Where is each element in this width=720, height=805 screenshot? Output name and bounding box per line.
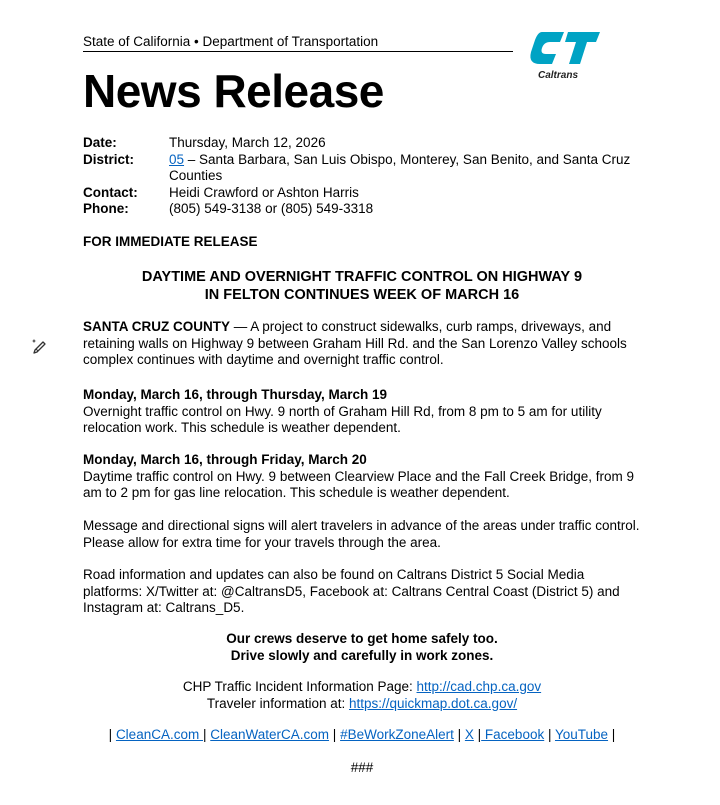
logo-text: Caltrans <box>538 70 579 81</box>
facebook-link[interactable]: Facebook <box>481 727 545 742</box>
end-mark: ### <box>350 760 374 775</box>
date-value: Thursday, March 12, 2026 <box>169 135 326 150</box>
footer-links: | CleanCA.com | CleanWaterCA.com | #BeWorkZoneAlert | X | Facebook | YouTube | <box>108 727 616 742</box>
cleanca-link[interactable]: CleanCA.com <box>115 727 203 742</box>
contact-label: Contact: <box>83 184 138 200</box>
traveler-label: Traveler information at: <box>206 695 349 711</box>
section1-heading: Monday, March 16, through Thursday, March 19 <box>83 387 388 402</box>
traveler-line <box>83 696 641 713</box>
district-row <box>83 152 643 185</box>
signs-paragraph: Message and directional signs will alert travelers in advance of the areas under traffic control. Please allow for extra time for your travels through the area. <box>83 518 640 550</box>
safety-line1: Our crews deserve to get home safely too. <box>226 631 498 646</box>
district-label: District: <box>83 151 135 167</box>
intro-text: — A project to construct sidewalks, curb ramps, driveways, and retaining walls on Highway 9 between Graham Hill Rd. and the San Lorenzo Valley schools complex continues with daytime and overnight traffic control. <box>83 319 627 367</box>
phone-value: (805) 549-3138 or (805) 549-3318 <box>169 201 374 216</box>
section2 <box>83 452 643 502</box>
social-paragraph: Road information and updates can also be found on Caltrans District 5 Social Media platforms: X/Twitter at: @CaltransD5, Facebook at: Caltrans Central Coast (District 5) and Instagram at: Caltrans_D5. <box>83 567 620 615</box>
intro-lead: SANTA CRUZ COUNTY <box>83 319 230 334</box>
phone-label: Phone: <box>83 201 129 216</box>
headline-line1: DAYTIME AND OVERNIGHT TRAFFIC CONTROL ON HIGHWAY 9 <box>141 269 583 285</box>
district-value: – Santa Barbara, San Luis Obispo, Monterey, San Benito, and Santa Cruz Counties <box>169 151 631 183</box>
date-row <box>83 135 643 152</box>
page-title: News Release <box>83 65 384 117</box>
contact-row <box>83 185 643 202</box>
contact-value: Heidi Crawford or Ashton Harris <box>169 184 359 200</box>
info-links <box>83 679 641 712</box>
phone-row <box>83 201 643 218</box>
section2-text: Daytime traffic control on Hwy. 9 between Clearview Place and the Fall Creek Bridge, from 9 am to 2 pm for gas line relocation. This schedule is weather dependent. <box>83 468 634 500</box>
edit-pen-icon[interactable] <box>30 335 50 355</box>
date-label: Date: <box>83 135 117 150</box>
x-link[interactable]: X <box>464 727 474 742</box>
section1 <box>83 387 643 437</box>
chp-label: CHP Traffic Incident Information Page: <box>182 679 417 694</box>
district-value-container <box>169 152 643 185</box>
intro-paragraph <box>83 319 643 369</box>
section2-heading: Monday, March 16, through Friday, March 20 <box>83 452 367 467</box>
safety-line2: Drive slowly and carefully in work zones. <box>230 647 494 663</box>
traveler-link[interactable]: https://quickmap.dot.ca.gov/ <box>348 695 518 711</box>
ct-logo-mark <box>530 32 600 64</box>
release-meta <box>83 135 643 218</box>
immediate-release: FOR IMMEDIATE RELEASE <box>83 234 258 249</box>
headline <box>83 268 641 304</box>
agency-line: State of California • Department of Transportation <box>83 34 513 52</box>
workzone-link[interactable]: #BeWorkZoneAlert <box>340 727 454 742</box>
safety-message <box>83 631 641 664</box>
caltrans-logo <box>528 28 604 84</box>
district-link[interactable]: 05 <box>169 151 185 167</box>
cleanwaterca-link[interactable]: CleanWaterCA.com <box>210 727 330 742</box>
chp-link[interactable]: http://cad.chp.ca.gov <box>416 679 542 694</box>
chp-line <box>83 679 641 696</box>
youtube-link[interactable]: YouTube <box>554 727 609 742</box>
section1-text: Overnight traffic control on Hwy. 9 north of Graham Hill Rd, from 8 pm to 5 am for utility relocation work. This schedule is weather dependent. <box>83 403 602 435</box>
headline-line2: IN FELTON CONTINUES WEEK OF MARCH 16 <box>204 287 520 303</box>
